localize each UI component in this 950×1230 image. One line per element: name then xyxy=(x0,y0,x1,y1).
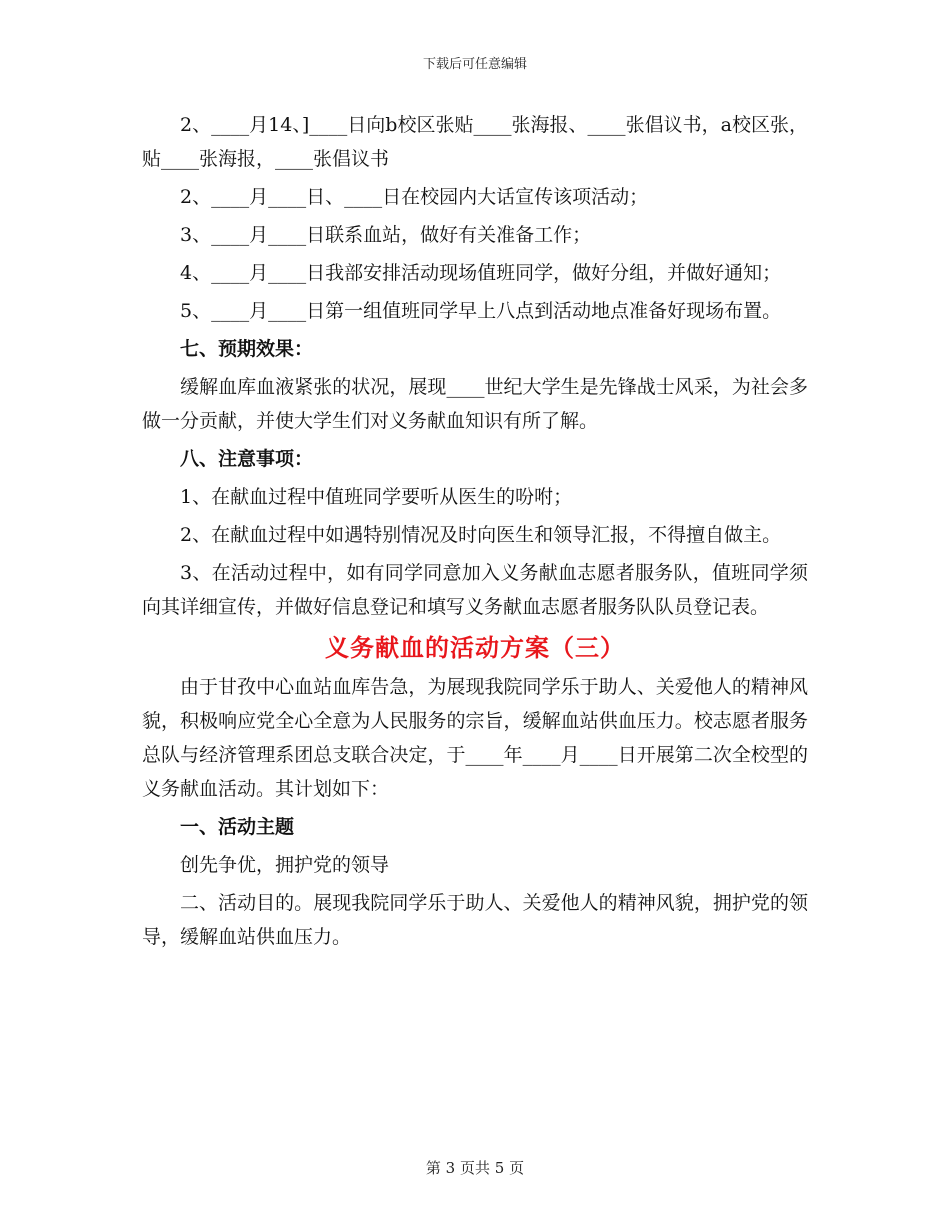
paragraph: 二、活动目的。展现我院同学乐于助人、关爱他人的精神风貌，拥护党的领导，缓解血站供血压力。 xyxy=(142,892,808,948)
paragraph: 1、在献血过程中值班同学要听从医生的吩咐； xyxy=(180,486,573,508)
page-header: 下载后可任意编辑 xyxy=(422,57,527,72)
paragraph: 2、____月14、]____日向b校区张贴____张海报、____张倡议书，a校区张，贴____张海报，____张倡议书 xyxy=(142,114,808,170)
paragraph: 4、____月____日我部安排活动现场值班同学，做好分组，并做好通知； xyxy=(180,262,782,284)
paragraph: 5、____月____日第一组值班同学早上八点到活动地点准备好现场布置。 xyxy=(180,300,782,322)
section-heading: 八、注意事项： xyxy=(180,448,314,470)
paragraph: 由于甘孜中心血站血库告急，为展现我院同学乐于助人、关爱他人的精神风貌，积极响应党全心全意为人民服务的宗旨，缓解血站供血压力。校志愿者服务总队与经济管理系团总支联合决定，于____年____月____日开展第二次全校型的义务献血活动。其计划如下： xyxy=(142,676,808,800)
section-heading: 一、活动主题 xyxy=(180,816,295,838)
document-body xyxy=(142,108,808,958)
section-title: 义务献血的活动方案（三） xyxy=(325,633,625,662)
paragraph: 3、在活动过程中，如有同学同意加入义务献血志愿者服务队，值班同学须向其详细宣传，并做好信息登记和填写义务献血志愿者服务队队员登记表。 xyxy=(142,562,808,618)
section-heading: 七、预期效果： xyxy=(180,338,314,360)
paragraph: 3、____月____日联系血站，做好有关准备工作； xyxy=(180,224,592,246)
page-footer: 第 3 页共 5 页 xyxy=(425,1159,525,1177)
paragraph: 创先争优，拥护党的领导 xyxy=(180,854,390,876)
paragraph: 2、____月____日、____日在校园内大话宣传该项活动； xyxy=(180,186,649,208)
paragraph: 2、在献血过程中如遇特别情况及时向医生和领导汇报，不得擅自做主。 xyxy=(180,524,782,546)
paragraph: 缓解血库血液紧张的状况，展现____世纪大学生是先锋战士风采，为社会多做一分贡献，并使大学生们对义务献血知识有所了解。 xyxy=(142,376,808,432)
